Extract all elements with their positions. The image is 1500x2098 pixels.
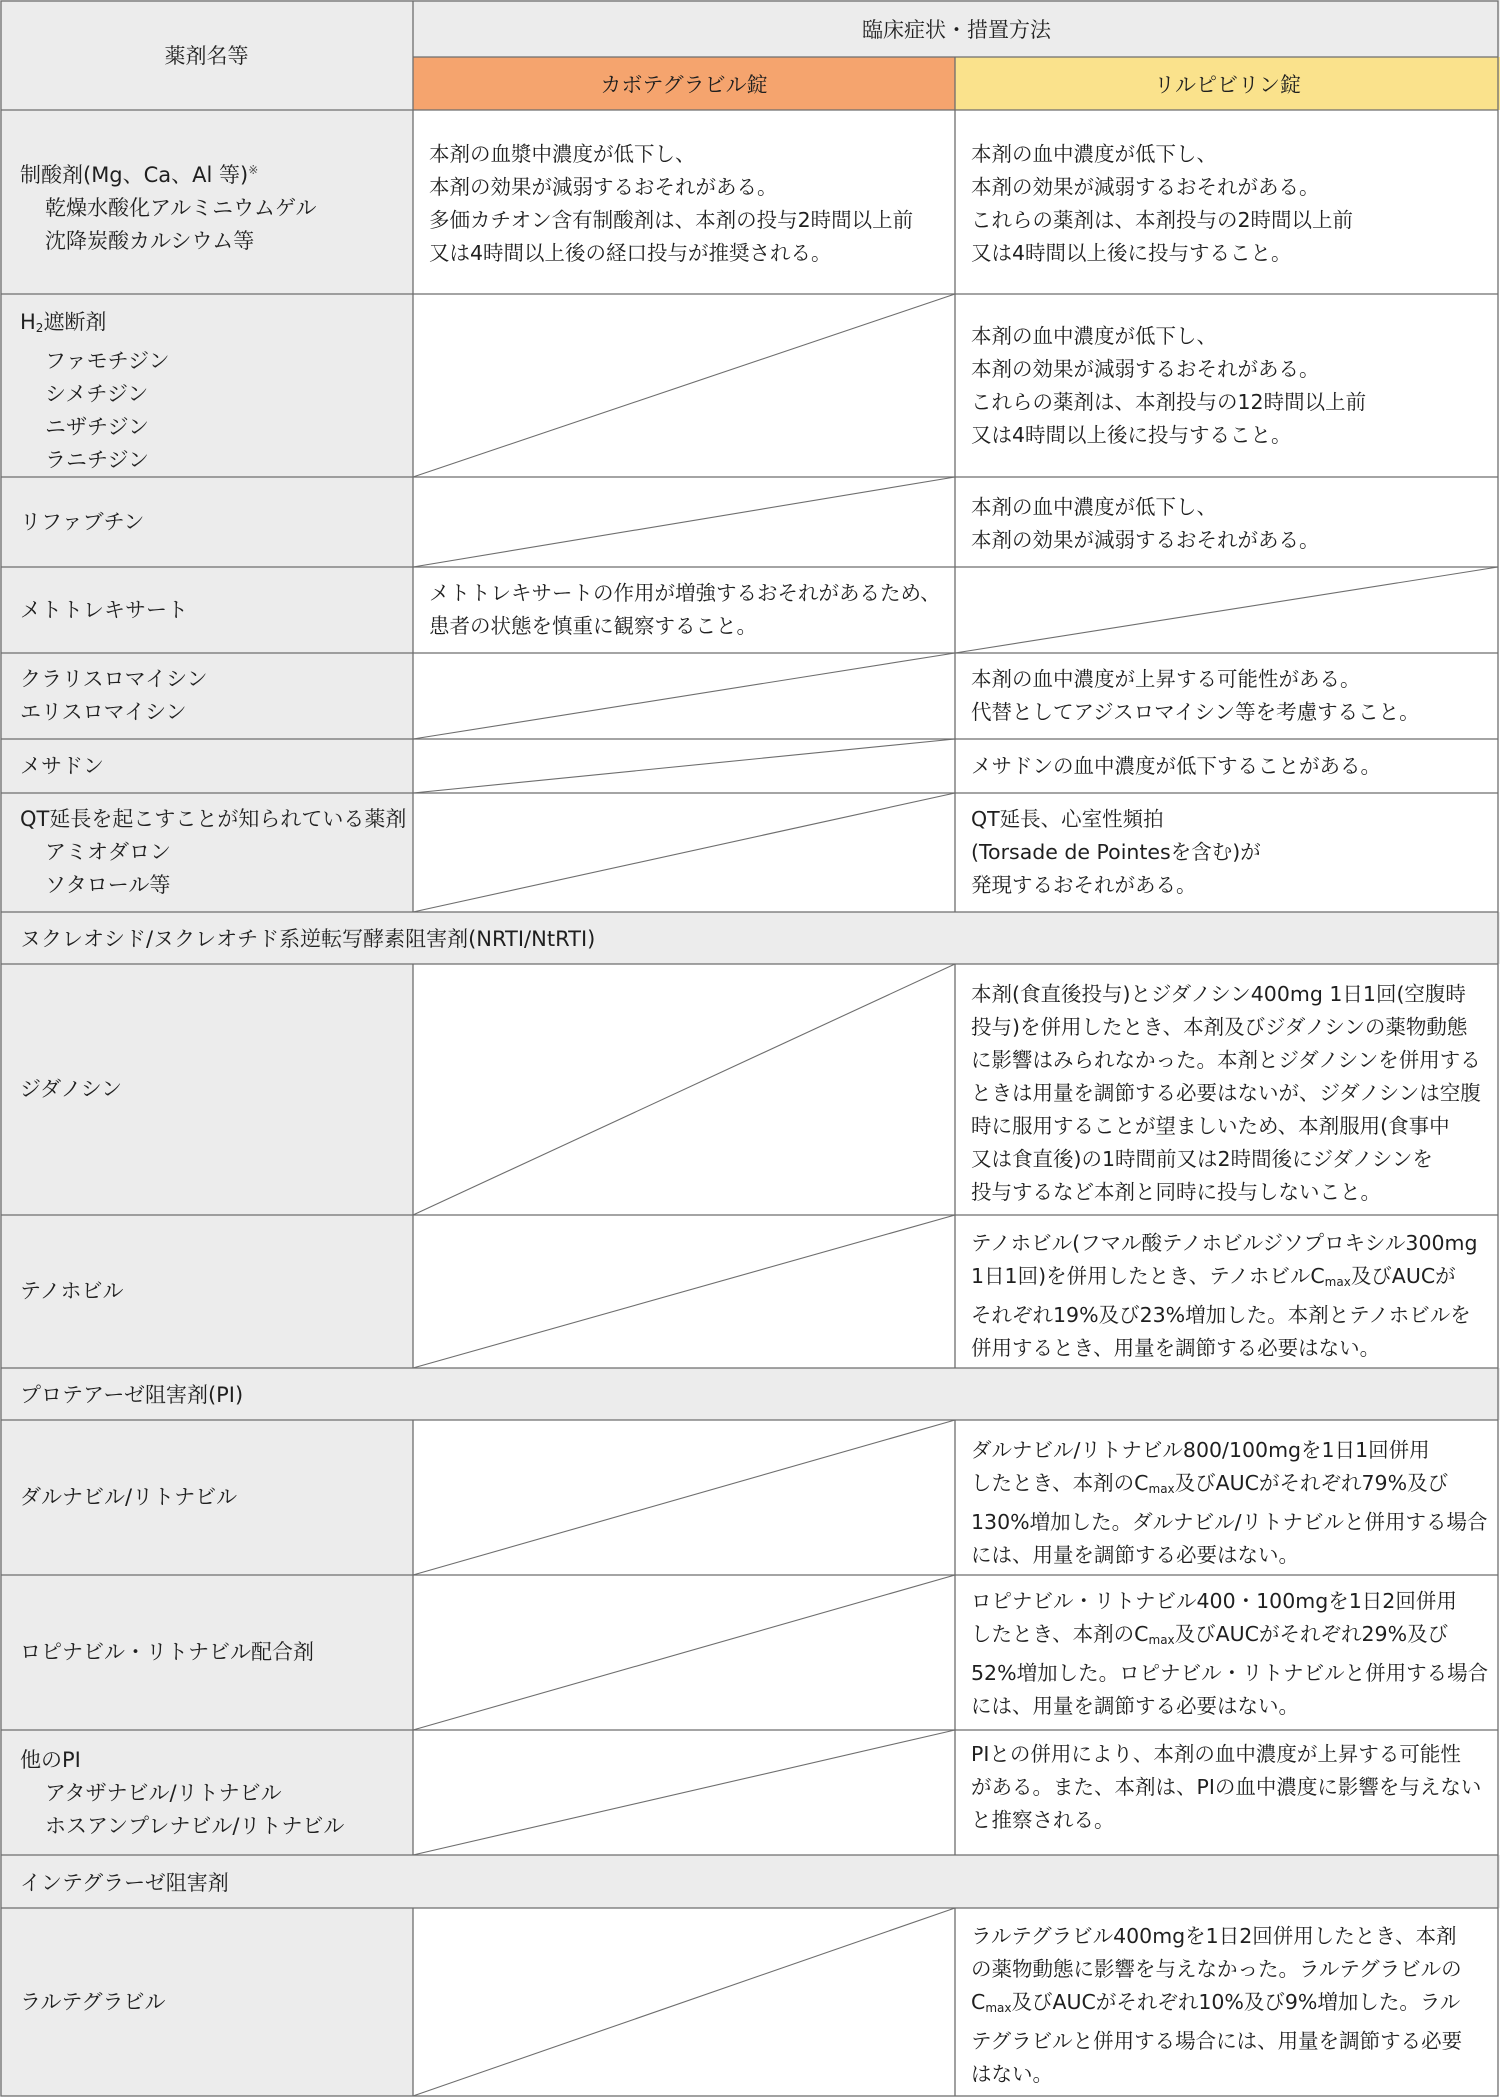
text-line: メトトレキサートの作用が増強するおそれがあるため、 [429,581,941,605]
drug-macrolide-name: クラリスロマイシン [20,667,208,691]
text-line: QT延長、心室性頻拍 [971,807,1164,831]
text-line: これらの薬剤は、本剤投与の12時間以上前 [971,390,1367,414]
text-line: 併用するとき、用量を調節する必要はない。 [971,1336,1381,1360]
drug-h2-sub: シメチジン [45,382,149,406]
text-line: PIとの併用により、本剤の血中濃度が上昇する可能性 [971,1742,1461,1766]
section-integrase-label: インテグラーゼ阻害剤 [20,1870,229,1895]
text-line: ときは用量を調節する必要はないが、ジダノシンは空腹 [971,1081,1481,1105]
text-line: 本剤の血中濃度が低下し、 [971,142,1217,166]
text-line: (Torsade de Pointesを含む)が [971,840,1261,864]
drug-h2-subscript: 2 [35,321,44,335]
cmax-subscript: max [985,2001,1012,2015]
drug-other-pi-name: 他のPI [20,1748,81,1772]
text-line: それぞれ19%及び23%増加した。本剤とテノホビルを [971,1303,1471,1327]
drug-tenofovir-name: テノホビル [20,1279,124,1303]
text-line: 又は食直後)の1時間前又は2時間後にジダノシンを [971,1147,1433,1171]
text-line: 本剤の血中濃度が上昇する可能性がある。 [971,667,1361,691]
header-cabotegravir-label: カボテグラビル錠 [600,72,768,97]
text-line: 投与するなど本剤と同時に投与しないこと。 [971,1180,1381,1204]
text-line: ロピナビル・リトナビル400・100mgを1日2回併用 [971,1589,1457,1613]
drug-antacid-sub: 沈降炭酸カルシウム等 [45,229,255,253]
slash-raltegravir-cabotegravir [413,1908,955,2096]
header-rilpivirine-label: リルピビリン錠 [1154,72,1301,97]
text-line: 本剤(食直後投与)とジダノシン400mg 1日1回(空腹時 [971,982,1466,1006]
drug-qt-name: QT延長を起こすことが知られている薬剤 [20,807,407,831]
text-line: 時に服用することが望ましいため、本剤服用(食事中 [971,1114,1450,1138]
text-fragment: 及びAUCがそれぞれ79%及び [1174,1471,1449,1495]
text-line: ラルテグラビル400mgを1日2回併用したとき、本剤 [971,1924,1457,1948]
text-line: の薬物動態に影響を与えなかった。ラルテグラビルの [971,1957,1462,1981]
drug-h2-suffix: 遮断剤 [43,310,107,334]
footnote-mark: ※ [248,163,259,177]
text-line: 多価カチオン含有制酸剤は、本剤の投与2時間以上前 [429,208,914,232]
text-line: 代替としてアジスロマイシン等を考慮すること。 [971,700,1420,724]
drug-macrolide-name: エリスロマイシン [20,700,187,724]
text-line: には、用量を調節する必要はない。 [971,1694,1299,1718]
cmax-subscript: max [1148,1482,1175,1496]
slash-h2-cabotegravir [413,294,955,477]
drug-qt-sub: アミオダロン [45,840,171,864]
cmax-subscript: max [1148,1633,1175,1647]
drug-antacid-name-text: 制酸剤(Mg、Ca、Al 等) [20,163,249,187]
text-line: 又は4時間以上後の経口投与が推奨される。 [429,241,832,265]
drug-lopinavir-name: ロピナビル・リトナビル配合剤 [20,1640,314,1664]
text-line: 52%増加した。ロピナビル・リトナビルと併用する場合 [971,1661,1489,1685]
drug-h2-sub: ファモチジン [45,349,170,373]
table-border [1,1,1498,2096]
text-line: 発現するおそれがある。 [971,873,1197,897]
cmax-subscript: max [1324,1275,1351,1289]
text-line: 本剤の血漿中濃度が低下し、 [429,142,696,166]
drug-methadone-name: メサドン [20,753,104,778]
text-line: これらの薬剤は、本剤投与の2時間以上前 [971,208,1354,232]
drug-h2-prefix: H [20,310,36,334]
slash-other-pi-cabotegravir [413,1730,955,1855]
text-line: テグラビルと併用する場合には、用量を調節する必要 [971,2029,1463,2053]
text-line: 又は4時間以上後に投与すること。 [971,241,1292,265]
text-line: 本剤の効果が減弱するおそれがある。 [429,175,778,199]
section-pi-label: プロテアーゼ阻害剤(PI) [20,1383,244,1407]
text-line: はない。 [971,2062,1053,2086]
drug-antacid-sub: 乾燥水酸化アルミニウムゲル [45,196,317,220]
text-line: と推察される。 [971,1808,1115,1832]
text-line: 又は4時間以上後に投与すること。 [971,423,1292,447]
drug-h2-sub: ニザチジン [45,415,150,439]
text-line: テノホビル(フマル酸テノホビルジソプロキシル300mg [971,1231,1478,1255]
drug-h2-sub: ラニチジン [45,448,150,472]
grid-lines [1,1,1498,2096]
slash-qt-cabotegravir [413,793,955,912]
drug-didanosine-name: ジダノシン [20,1077,123,1101]
slash-methotrexate-rilpivirine [955,567,1498,653]
text-fragment: したとき、本剤のC [971,1471,1149,1495]
slash-didanosine-cabotegravir [413,964,955,1215]
text-line: 本剤の効果が減弱するおそれがある。 [971,357,1320,381]
text-line: には、用量を調節する必要はない。 [971,1543,1299,1567]
slash-rifabutin-cabotegravir [413,477,955,567]
drug-other-pi-sub: アタザナビル/リトナビル [45,1781,282,1805]
text-fragment: 及びAUCが [1350,1264,1456,1288]
slash-methadone-cabotegravir [413,739,955,793]
header-clinical-label: 臨床症状・措置方法 [862,17,1051,42]
drug-qt-sub: ソタロール等 [45,873,171,897]
text-line: ダルナビル/リトナビル800/100mgを1日1回併用 [971,1438,1430,1462]
text-line: 本剤の血中濃度が低下し、 [971,324,1217,348]
text-line: メサドンの血中濃度が低下することがある。 [971,754,1381,778]
text-fragment: 及びAUCがそれぞれ29%及び [1174,1622,1449,1646]
drug-rifabutin-name: リファブチン [20,509,145,534]
slash-darunavir-cabotegravir [413,1420,955,1575]
text-line: 本剤の効果が減弱するおそれがある。 [971,175,1320,199]
drug-other-pi-sub: ホスアンプレナビル/リトナビル [45,1814,345,1838]
drug-raltegravir-name: ラルテグラビル [20,1989,166,2014]
text-line: 本剤の効果が減弱するおそれがある。 [971,528,1320,552]
text-fragment: 及びAUCがそれぞれ10%及び9%増加した。ラル [1011,1990,1461,2014]
text-line: 130%増加した。ダルナビル/リトナビルと併用する場合 [971,1510,1488,1534]
text-line: がある。また、本剤は、PIの血中濃度に影響を与えない [971,1775,1482,1799]
slash-lopinavir-cabotegravir [413,1575,955,1730]
text-fragment: 1日1回)を併用したとき、テノホビルC [971,1264,1325,1288]
text-fragment: したとき、本剤のC [971,1622,1149,1646]
text-fragment: C [971,1990,986,2014]
header-drug-name-label: 薬剤名等 [164,44,249,68]
slash-tenofovir-cabotegravir [413,1215,955,1368]
text-line: 投与)を併用したとき、本剤及びジダノシンの薬物動態 [971,1015,1468,1039]
drug-darunavir-name: ダルナビル/リトナビル [20,1485,238,1509]
section-nrti-label: ヌクレオシド/ヌクレオチド系逆転写酵素阻害剤(NRTI/NtRTI) [20,927,596,951]
drug-methotrexate-name: メトトレキサート [20,597,188,622]
text-line: 患者の状態を慎重に観察すること。 [429,614,757,638]
text-line: 本剤の血中濃度が低下し、 [971,495,1217,519]
text-line: に影響はみられなかった。本剤とジダノシンを併用する [971,1048,1481,1072]
slash-macrolide-cabotegravir [413,653,955,739]
